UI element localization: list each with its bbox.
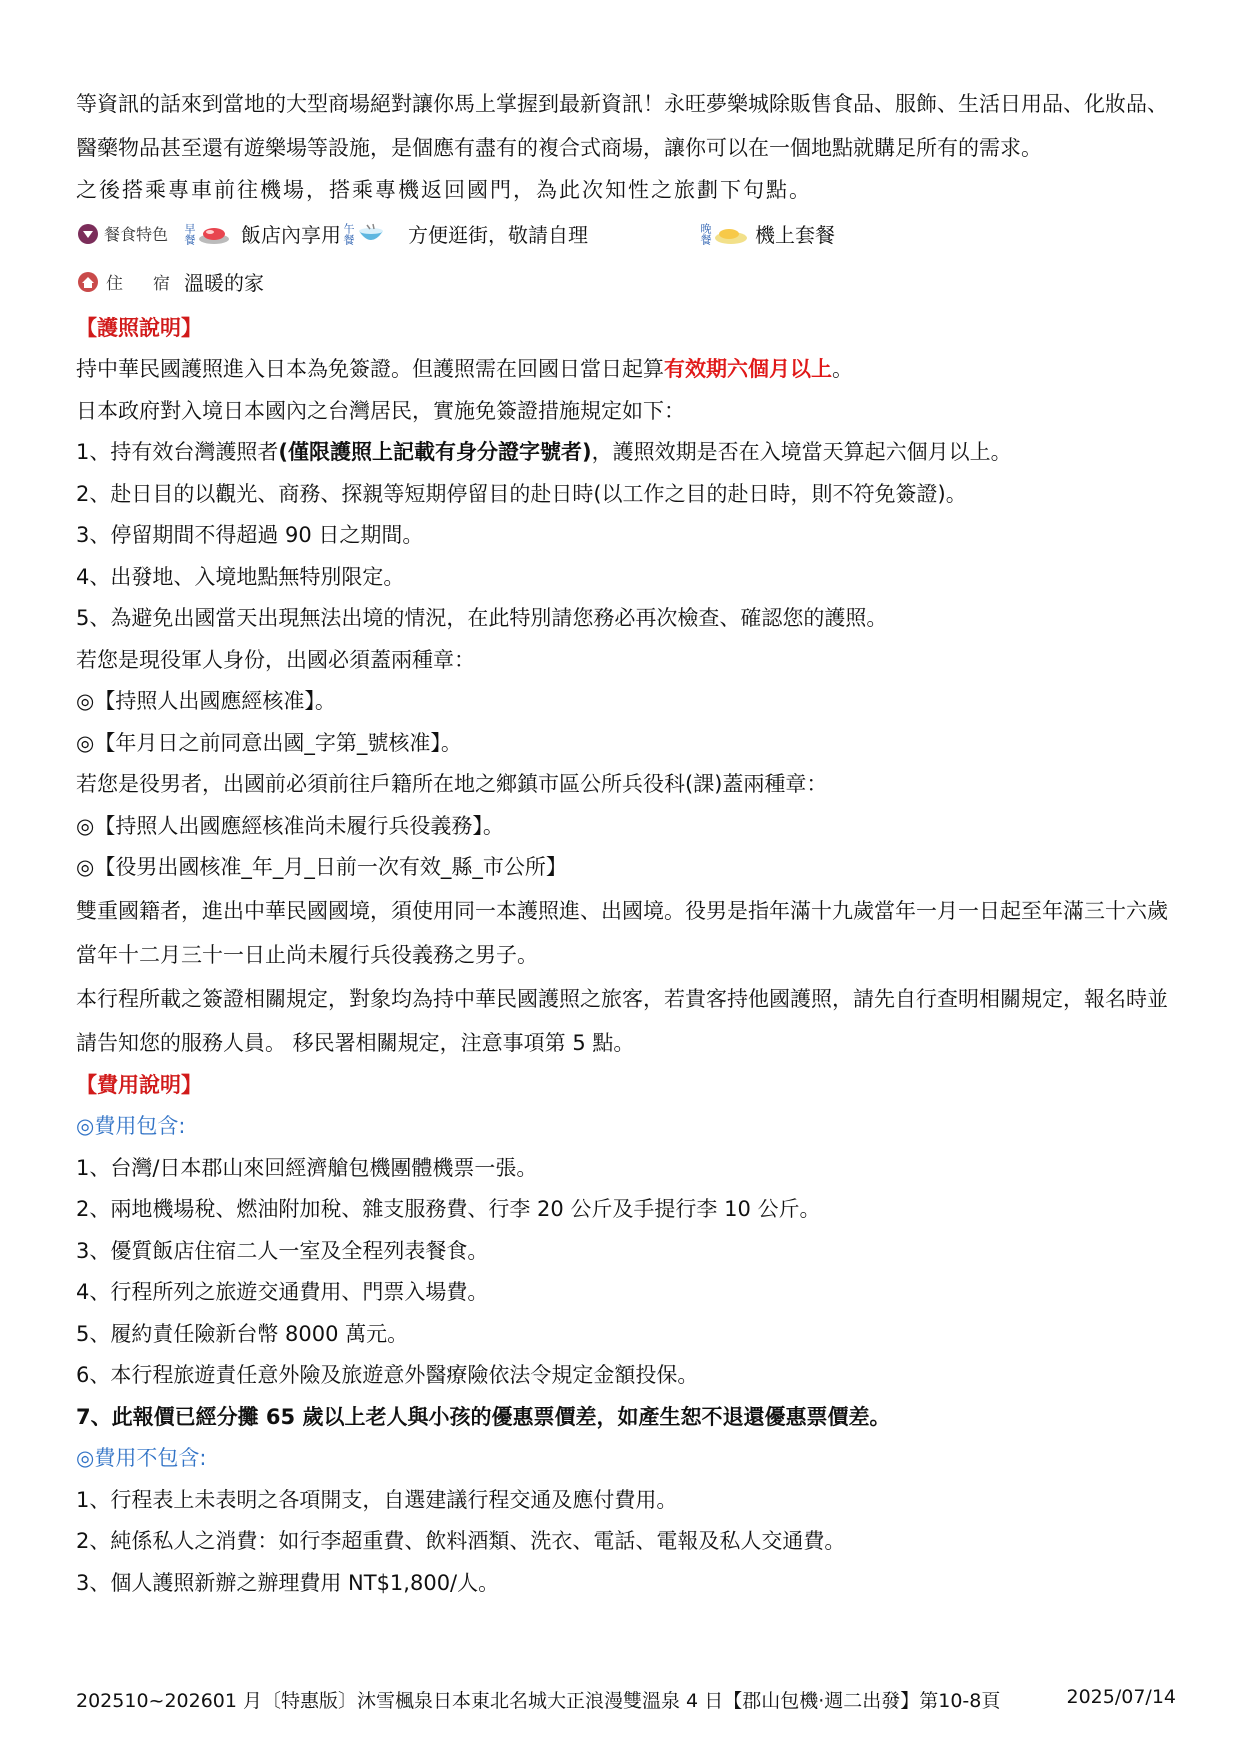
service-stamp-2: ◎【役男出國核准_年_月_日前一次有效_縣_市公所】 [76, 855, 567, 879]
breakfast-text: 飯店內享用 [241, 223, 342, 247]
fees-included-title: ◎費用包含: [76, 1114, 186, 1138]
fee-excluded-3: 3、個人護照新辦之辦理費用 NT$1,800/人。 [76, 1570, 500, 1595]
fee-included-3: 3、優質飯店住宿二人一室及全程列表餐食。 [76, 1238, 489, 1263]
passport-rule-3: 3、停留期間不得超過 90 日之期間。 [76, 523, 424, 547]
fee-included-6: 6、本行程旅遊責任意外險及旅遊意外醫療險依法令規定金額投保。 [76, 1363, 699, 1387]
dinner-plate-icon [713, 222, 749, 246]
visa-note: 本行程所載之簽證相關規定，對象均為持中華民國護照之旅客，若貴客持他國護照，請先自行查明相關規定，報名時並請告知您的服務人員。 移民署相關規定，注意事項第 5 點。 [76, 986, 1168, 1055]
fee-included-4: 4、行程所列之旅遊交通費用、門票入場費。 [76, 1280, 489, 1304]
dual-nationality-note: 雙重國籍者，進出中華民國國境，須使用同一本護照進、出國境。役男是指年滿十九歲當年一月一日起至年滿三十六歲當年十二月三十一日止尚未履行兵役義務之男子。 [76, 898, 1168, 967]
service-stamp-1: ◎【持照人出國應經核准尚未履行兵役義務】。 [76, 813, 504, 838]
lodging-badge-icon [76, 270, 102, 294]
fee-excluded-1: 1、行程表上未表明之各項開支，自選建議行程交通及應付費用。 [76, 1487, 678, 1512]
lodging-label-1: 住 [106, 274, 123, 294]
fees-excluded-title: ◎費用不包含: [76, 1446, 207, 1470]
passport-line-2: 日本政府對入境日本國內之台灣居民，實施免簽證措施規定如下： [76, 398, 685, 423]
fee-included-5: 5、履約責任險新台幣 8000 萬元。 [76, 1321, 409, 1346]
passport-rule-5: 5、為避免出國當天出現無法出境的情況，在此特別請您務必再次檢查、確認您的護照。 [76, 606, 888, 630]
dinner-text: 機上套餐 [755, 223, 836, 247]
military-stamp-1: ◎【持照人出國應經核准】。 [76, 689, 336, 713]
dinner-tag: 晚餐 [699, 222, 713, 245]
footer-date: 2025/07/14 [1066, 1686, 1176, 1708]
meals-label: 餐食特色 [104, 225, 169, 244]
lodging-text: 溫暖的家 [184, 271, 264, 295]
footer-title: 202510~202601 月〔特惠版〕沐雪楓泉日本東北名城大正浪漫雙溫泉 4 日【郡山包機‧週二出發】第10-8頁 [76, 1690, 1001, 1712]
passport-rule-2: 2、赴日目的以觀光、商務、探親等短期停留目的赴日時(以工作之目的赴日時，則不符免簽證)。 [76, 481, 967, 506]
fee-included-2: 2、兩地機場稅、燃油附加稅、雜支服務費、行李 20 公斤及手提行李 10 公斤。 [76, 1197, 821, 1221]
passport-rule-1: 1、持有效台灣護照者(僅限護照上記載有身分證字號者)，護照效期是否在入境當天算起六個月以上。 [76, 440, 1012, 464]
intro-closing: 之後搭乘專車前往機場，搭乘專機返回國門，為此次知性之旅劃下句點。 [76, 178, 812, 202]
intro-paragraph: 等資訊的話來到當地的大型商場絕對讓你馬上掌握到最新資訊！永旺夢樂城除販售食品、服飾、生活日用品、化妝品、醫藥物品甚至還有遊樂場等設施，是個應有盡有的複合式商場，讓你可以在一個地點就購足所有的需求。 [76, 92, 1168, 160]
validity-highlight: 有效期六個月以上 [664, 357, 832, 381]
passport-rule-4: 4、出發地、入境地點無特別限定。 [76, 564, 405, 589]
fee-excluded-2: 2、純係私人之消費：如行李超重費、飲料酒類、洗衣、電話、電報及私人交通費。 [76, 1529, 846, 1553]
lunch-text: 方便逛街，敬請自理 [408, 223, 589, 247]
lodging-row [76, 256, 1176, 308]
breakfast-dish-icon [197, 222, 231, 246]
military-intro: 若您是現役軍人身份，出國必須蓋兩種章： [76, 647, 475, 672]
breakfast-tag: 早餐 [183, 222, 197, 245]
military-stamp-2: ◎【年月日之前同意出國_字第_號核准】。 [76, 730, 462, 755]
document-page [76, 82, 1176, 1604]
fees-section-title: 【費用說明】 [76, 1072, 202, 1097]
fee-included-7: 7、此報價已經分攤 65 歲以上老人與小孩的優惠票價差，如產生恕不退還優惠票價差。 [76, 1404, 891, 1429]
fee-included-1: 1、台灣/日本郡山來回經濟艙包機團體機票一張。 [76, 1155, 538, 1180]
meal-badge-icon [76, 222, 100, 246]
lunch-tag: 午餐 [342, 222, 356, 245]
meals-row [76, 212, 1176, 256]
lodging-label-2: 宿 [153, 274, 170, 294]
service-intro: 若您是役男者，出國前必須前往戶籍所在地之鄉鎮市區公所兵役科(課)蓋兩種章： [76, 772, 828, 796]
passport-line-1: 持中華民國護照進入日本為免簽證。但護照需在回國日當日起算有效期六個月以上。 [76, 357, 853, 381]
passport-section-title: 【護照說明】 [76, 315, 202, 340]
lunch-bowl-icon [356, 221, 386, 247]
page-footer [76, 1686, 1176, 1713]
